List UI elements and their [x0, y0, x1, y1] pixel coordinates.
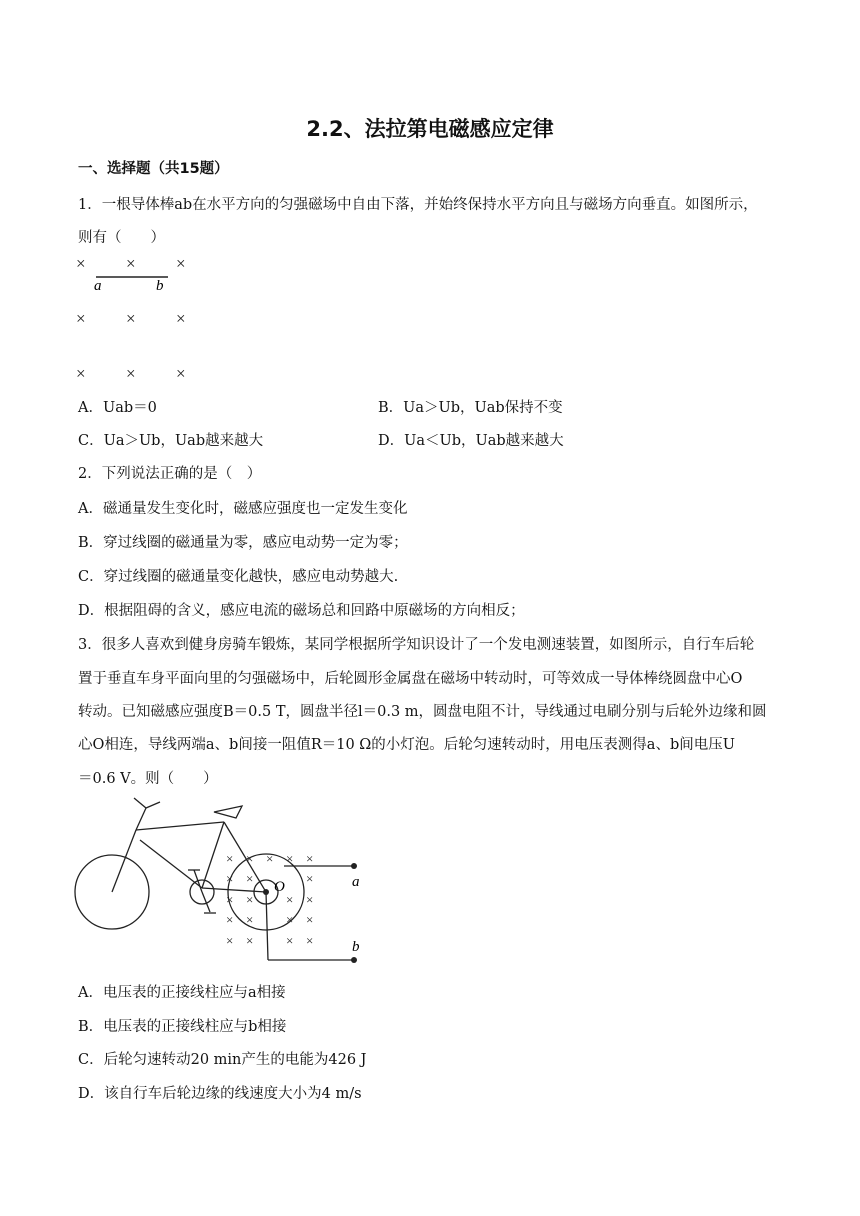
q3-stem-line5: ＝0.6 V。则（ ）: [78, 771, 218, 787]
q3-stem-line3: 转动。已知磁感应强度B＝0.5 T，圆盘半径l＝0.3 m，圆盘电阻不计，导线通过电刷分别与后轮外边缘和圆: [78, 704, 767, 720]
q2-option-b: B．穿过线圈的磁通量为零，感应电动势一定为零；: [78, 535, 408, 551]
terminal-b-label: b: [352, 939, 360, 955]
field-cross: ×: [76, 254, 86, 273]
q1-option-a: A．Uab＝0: [78, 400, 157, 416]
q1-option-d: D．Ua＜Ub，Uab越来越大: [378, 433, 564, 449]
q1-stem-line2: 则有（ ）: [78, 230, 165, 246]
field-cross: ×: [246, 933, 254, 948]
field-cross: ×: [226, 892, 234, 907]
q1-figure: [70, 250, 200, 385]
field-cross: ×: [126, 309, 136, 328]
center-wire: [266, 892, 268, 960]
q3-option-b: B．电压表的正接线柱应与b相接: [78, 1019, 287, 1035]
q1-stem-line1: 1．一根导体棒ab在水平方向的匀强磁场中自由下落，并始终保持水平方向且与磁场方向垂直。如图所示，: [78, 197, 758, 213]
rod-end-b-label: b: [156, 278, 164, 294]
q3-stem-line4: 心O相连，导线两端a、b间接一阻值R＝10 Ω的小灯泡。后轮匀速转动时，用电压表测得a、b间电压U: [78, 737, 735, 753]
q2-stem: 2．下列说法正确的是（ ）: [78, 466, 262, 482]
head-tube: [136, 808, 146, 830]
center-o-label: O: [274, 879, 285, 895]
field-cross: ×: [176, 364, 186, 383]
terminal-a: [351, 863, 357, 869]
q3-bicycle-figure: [74, 796, 374, 971]
field-cross: ×: [306, 871, 314, 886]
chain-stay: [202, 888, 266, 892]
crank-arm: [194, 870, 202, 892]
center-brush: [263, 889, 269, 895]
section-heading: 一、选择题（共15题）: [78, 161, 229, 177]
terminal-a-label: a: [352, 874, 360, 890]
field-cross: ×: [286, 892, 294, 907]
field-cross: ×: [126, 254, 136, 273]
field-cross: ×: [246, 912, 254, 927]
q3-option-c: C．后轮匀速转动20 min产生的电能为426 J: [78, 1052, 367, 1068]
seat: [214, 806, 242, 818]
terminal-b: [351, 957, 357, 963]
field-cross: ×: [226, 933, 234, 948]
top-tube: [136, 822, 224, 830]
field-cross: ×: [246, 871, 254, 886]
q3-stem-line2: 置于垂直车身平面向里的匀强磁场中，后轮圆形金属盘在磁场中转动时，可等效成一导体棒绕圆盘中心O: [78, 671, 743, 687]
field-cross: ×: [176, 254, 186, 273]
field-cross: ×: [306, 912, 314, 927]
field-cross: ×: [246, 851, 254, 866]
rod-end-a-label: a: [94, 278, 102, 294]
handlebar-grip: [146, 802, 160, 808]
field-cross: ×: [226, 851, 234, 866]
field-cross: ×: [176, 309, 186, 328]
field-cross: ×: [266, 851, 274, 866]
field-cross: ×: [306, 851, 314, 866]
q3-stem-line1: 3．很多人喜欢到健身房骑车锻炼，某同学根据所学知识设计了一个发电测速装置，如图所示，自行车后轮: [78, 637, 755, 653]
q1-option-b: B．Ua＞Ub，Uab保持不变: [378, 400, 563, 416]
q3-option-a: A．电压表的正接线柱应与a相接: [78, 985, 286, 1001]
down-tube: [140, 840, 202, 888]
field-cross: ×: [76, 309, 86, 328]
seat-tube: [202, 822, 224, 888]
field-cross: ×: [226, 871, 234, 886]
field-cross: ×: [306, 892, 314, 907]
field-cross: ×: [306, 933, 314, 948]
q2-option-c: C．穿过线圈的磁通量变化越快，感应电动势越大.: [78, 569, 399, 585]
field-cross: ×: [246, 892, 254, 907]
field-cross: ×: [286, 851, 294, 866]
page-title: 2.2、法拉第电磁感应定律: [306, 117, 554, 141]
field-cross: ×: [286, 912, 294, 927]
field-cross: ×: [76, 364, 86, 383]
handlebar: [134, 798, 146, 808]
q2-option-a: A．磁通量发生变化时，磁感应强度也一定发生变化: [78, 501, 408, 517]
q1-option-c: C．Ua＞Ub，Uab越来越大: [78, 433, 264, 449]
field-cross: ×: [286, 933, 294, 948]
q3-option-d: D．该自行车后轮边缘的线速度大小为4 m/s: [78, 1086, 362, 1102]
field-cross: ×: [226, 912, 234, 927]
q2-option-d: D．根据阻碍的含义，感应电流的磁场总和回路中原磁场的方向相反；: [78, 603, 525, 619]
field-cross: ×: [126, 364, 136, 383]
